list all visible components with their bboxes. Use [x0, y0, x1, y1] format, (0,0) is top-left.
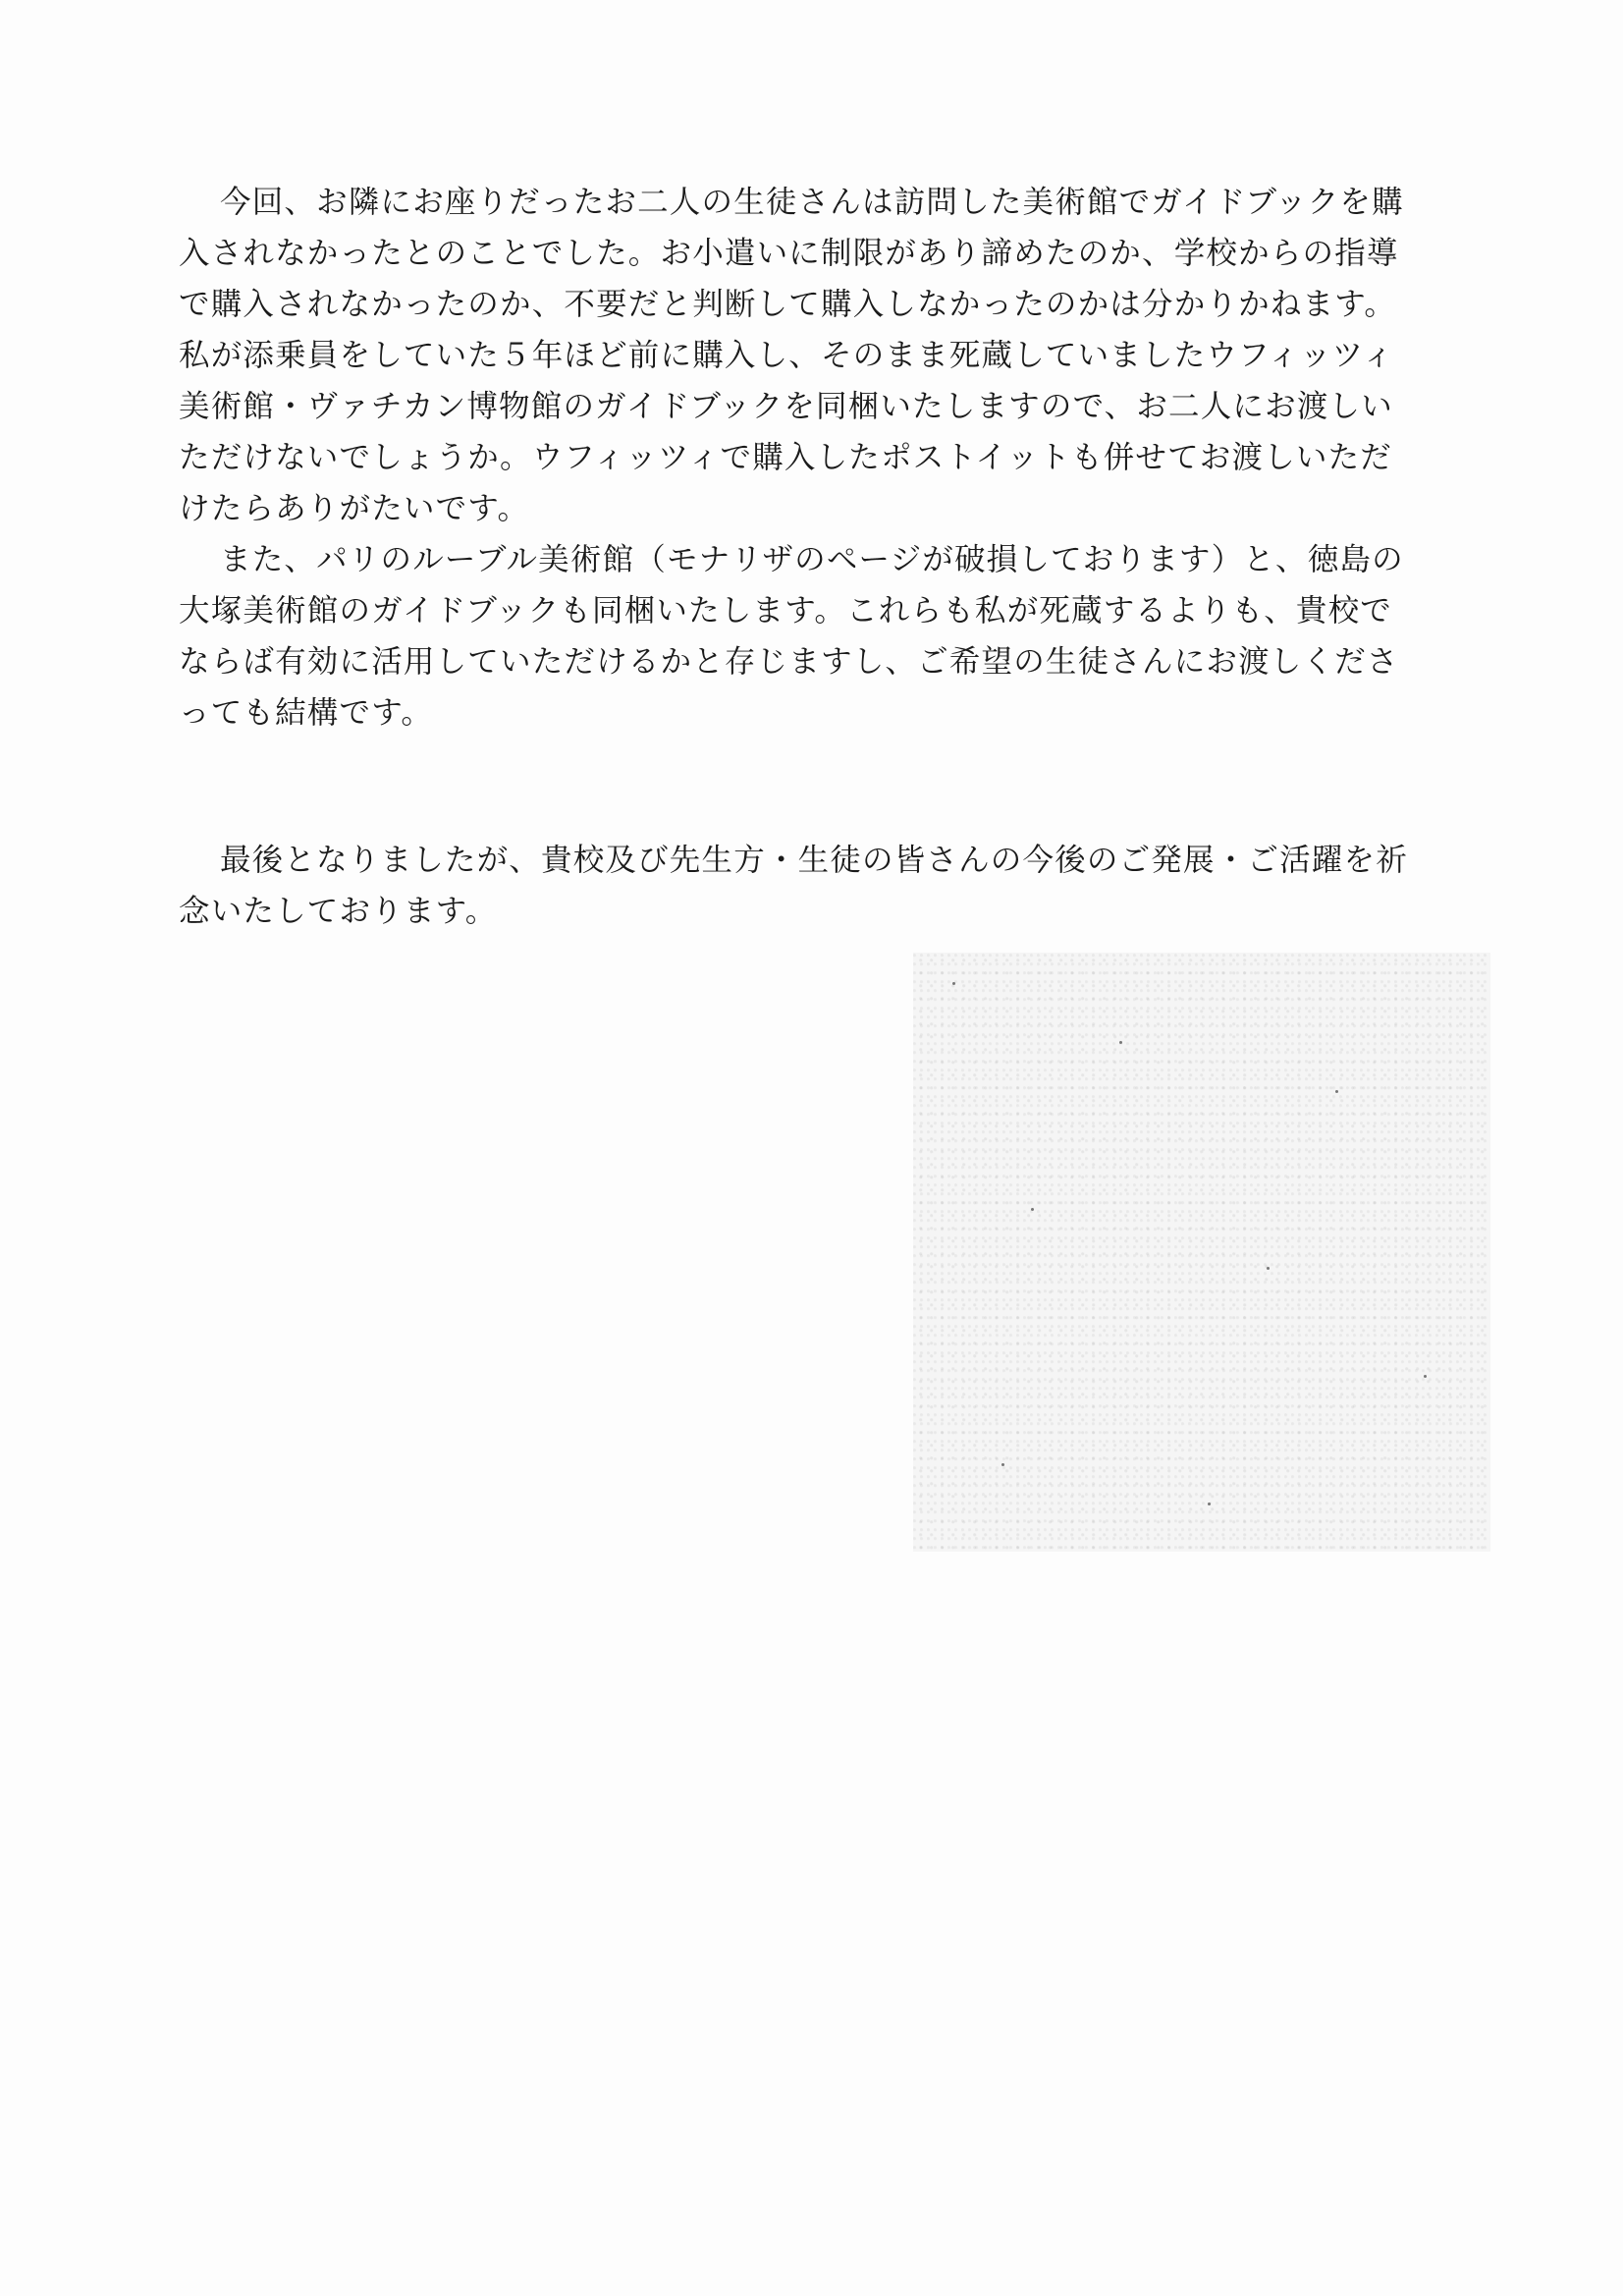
paper-speck	[1267, 1267, 1270, 1270]
redacted-photo-area	[913, 953, 1490, 1552]
paragraph-2-line-1: また、パリのルーブル美術館（モナリザのページが破損しております）と、徳島の	[220, 542, 1404, 577]
paragraph-1-line-5: 美術館・ヴァチカン博物館のガイドブックを同梱いたしますので、お二人にお渡しい	[179, 389, 1393, 424]
paragraph-1-line-1: 今回、お隣にお座りだったお二人の生徒さんは訪問した美術館でガイドブックを購	[220, 185, 1404, 220]
paragraph-3-line-2: 念いたしております。	[179, 894, 498, 929]
paper-speck	[1001, 1463, 1004, 1466]
paper-speck	[1335, 1090, 1338, 1093]
paragraph-1-line-7: けたらありがたいです。	[179, 491, 530, 526]
paper-speck	[952, 982, 955, 985]
paragraph-1-line-2: 入されなかったとのことでした。お小遣いに制限があり諦めたのか、学校からの指導	[179, 236, 1399, 271]
paper-speck	[1208, 1503, 1211, 1505]
paper-speck	[1031, 1208, 1034, 1211]
paragraph-1-line-6: ただけないでしょうか。ウフィッツィで購入したポストイットも併せてお渡しいただ	[179, 440, 1392, 475]
paragraph-2-line-2: 大塚美術館のガイドブックも同梱いたします。これらも私が死蔵するよりも、貴校で	[179, 593, 1392, 629]
paragraph-2-line-3: ならば有効に活用していただけるかと存じますし、ご希望の生徒さんにお渡しくださ	[179, 644, 1399, 680]
paragraph-2-line-4: っても結構です。	[179, 695, 434, 731]
paragraph-3-line-1: 最後となりましたが、貴校及び先生方・生徒の皆さんの今後のご発展・ご活躍を祈	[220, 843, 1408, 878]
paragraph-1-line-3: で購入されなかったのか、不要だと判断して購入しなかったのかは分かりかねます。	[179, 287, 1397, 322]
paper-speck	[1119, 1041, 1122, 1044]
paragraph-1-line-4: 私が添乗員をしていた５年ほど前に購入し、そのまま死蔵していましたウフィッツィ	[179, 338, 1395, 373]
paper-speck	[1424, 1375, 1427, 1378]
